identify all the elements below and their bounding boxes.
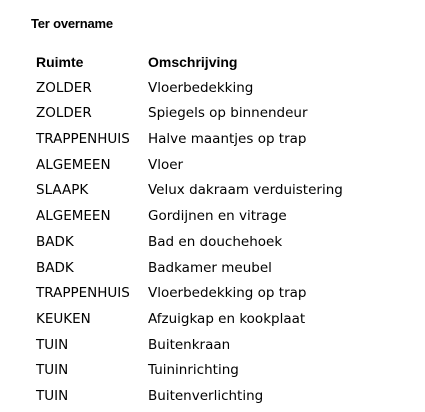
cell-ruimte: BADK	[36, 259, 74, 276]
cell-omschrijving: Velux dakraam verduistering	[148, 182, 343, 199]
cell-ruimte: ALGEMEEN	[36, 156, 111, 173]
cell-omschrijving: Afzuigkap en kookplaat	[148, 310, 306, 327]
cell-ruimte: TUIN	[36, 362, 69, 379]
cell-ruimte: KEUKEN	[36, 310, 91, 327]
cell-omschrijving: Buitenverlichting	[148, 387, 264, 404]
cell-omschrijving: Spiegels op binnendeur	[148, 105, 308, 122]
cell-ruimte: SLAAPK	[36, 182, 89, 199]
cell-omschrijving: Badkamer meubel	[148, 259, 272, 276]
cell-ruimte: ALGEMEEN	[36, 208, 111, 225]
cell-omschrijving: Tuininrichting	[148, 362, 239, 379]
cell-omschrijving: Buitenkraan	[148, 336, 231, 353]
cell-omschrijving: Halve maantjes op trap	[148, 131, 307, 148]
cell-omschrijving: Gordijnen en vitrage	[148, 208, 287, 225]
cell-omschrijving: Vloerbedekking op trap	[148, 285, 307, 302]
cell-omschrijving: Vloer	[148, 156, 184, 173]
cell-ruimte: TUIN	[36, 387, 69, 404]
cell-ruimte: BADK	[36, 233, 74, 250]
column-header-ruimte: Ruimte	[36, 54, 84, 70]
cell-ruimte: ZOLDER	[36, 79, 92, 96]
cell-omschrijving: Bad en douchehoek	[148, 233, 283, 250]
cell-omschrijving: Vloerbedekking	[148, 79, 254, 96]
cell-ruimte: TUIN	[36, 336, 69, 353]
section-title: Ter overname	[31, 16, 113, 31]
cell-ruimte: TRAPPENHUIS	[36, 285, 130, 302]
cell-ruimte: TRAPPENHUIS	[36, 131, 130, 148]
column-header-omschrijving: Omschrijving	[148, 54, 238, 70]
cell-ruimte: ZOLDER	[36, 105, 92, 122]
